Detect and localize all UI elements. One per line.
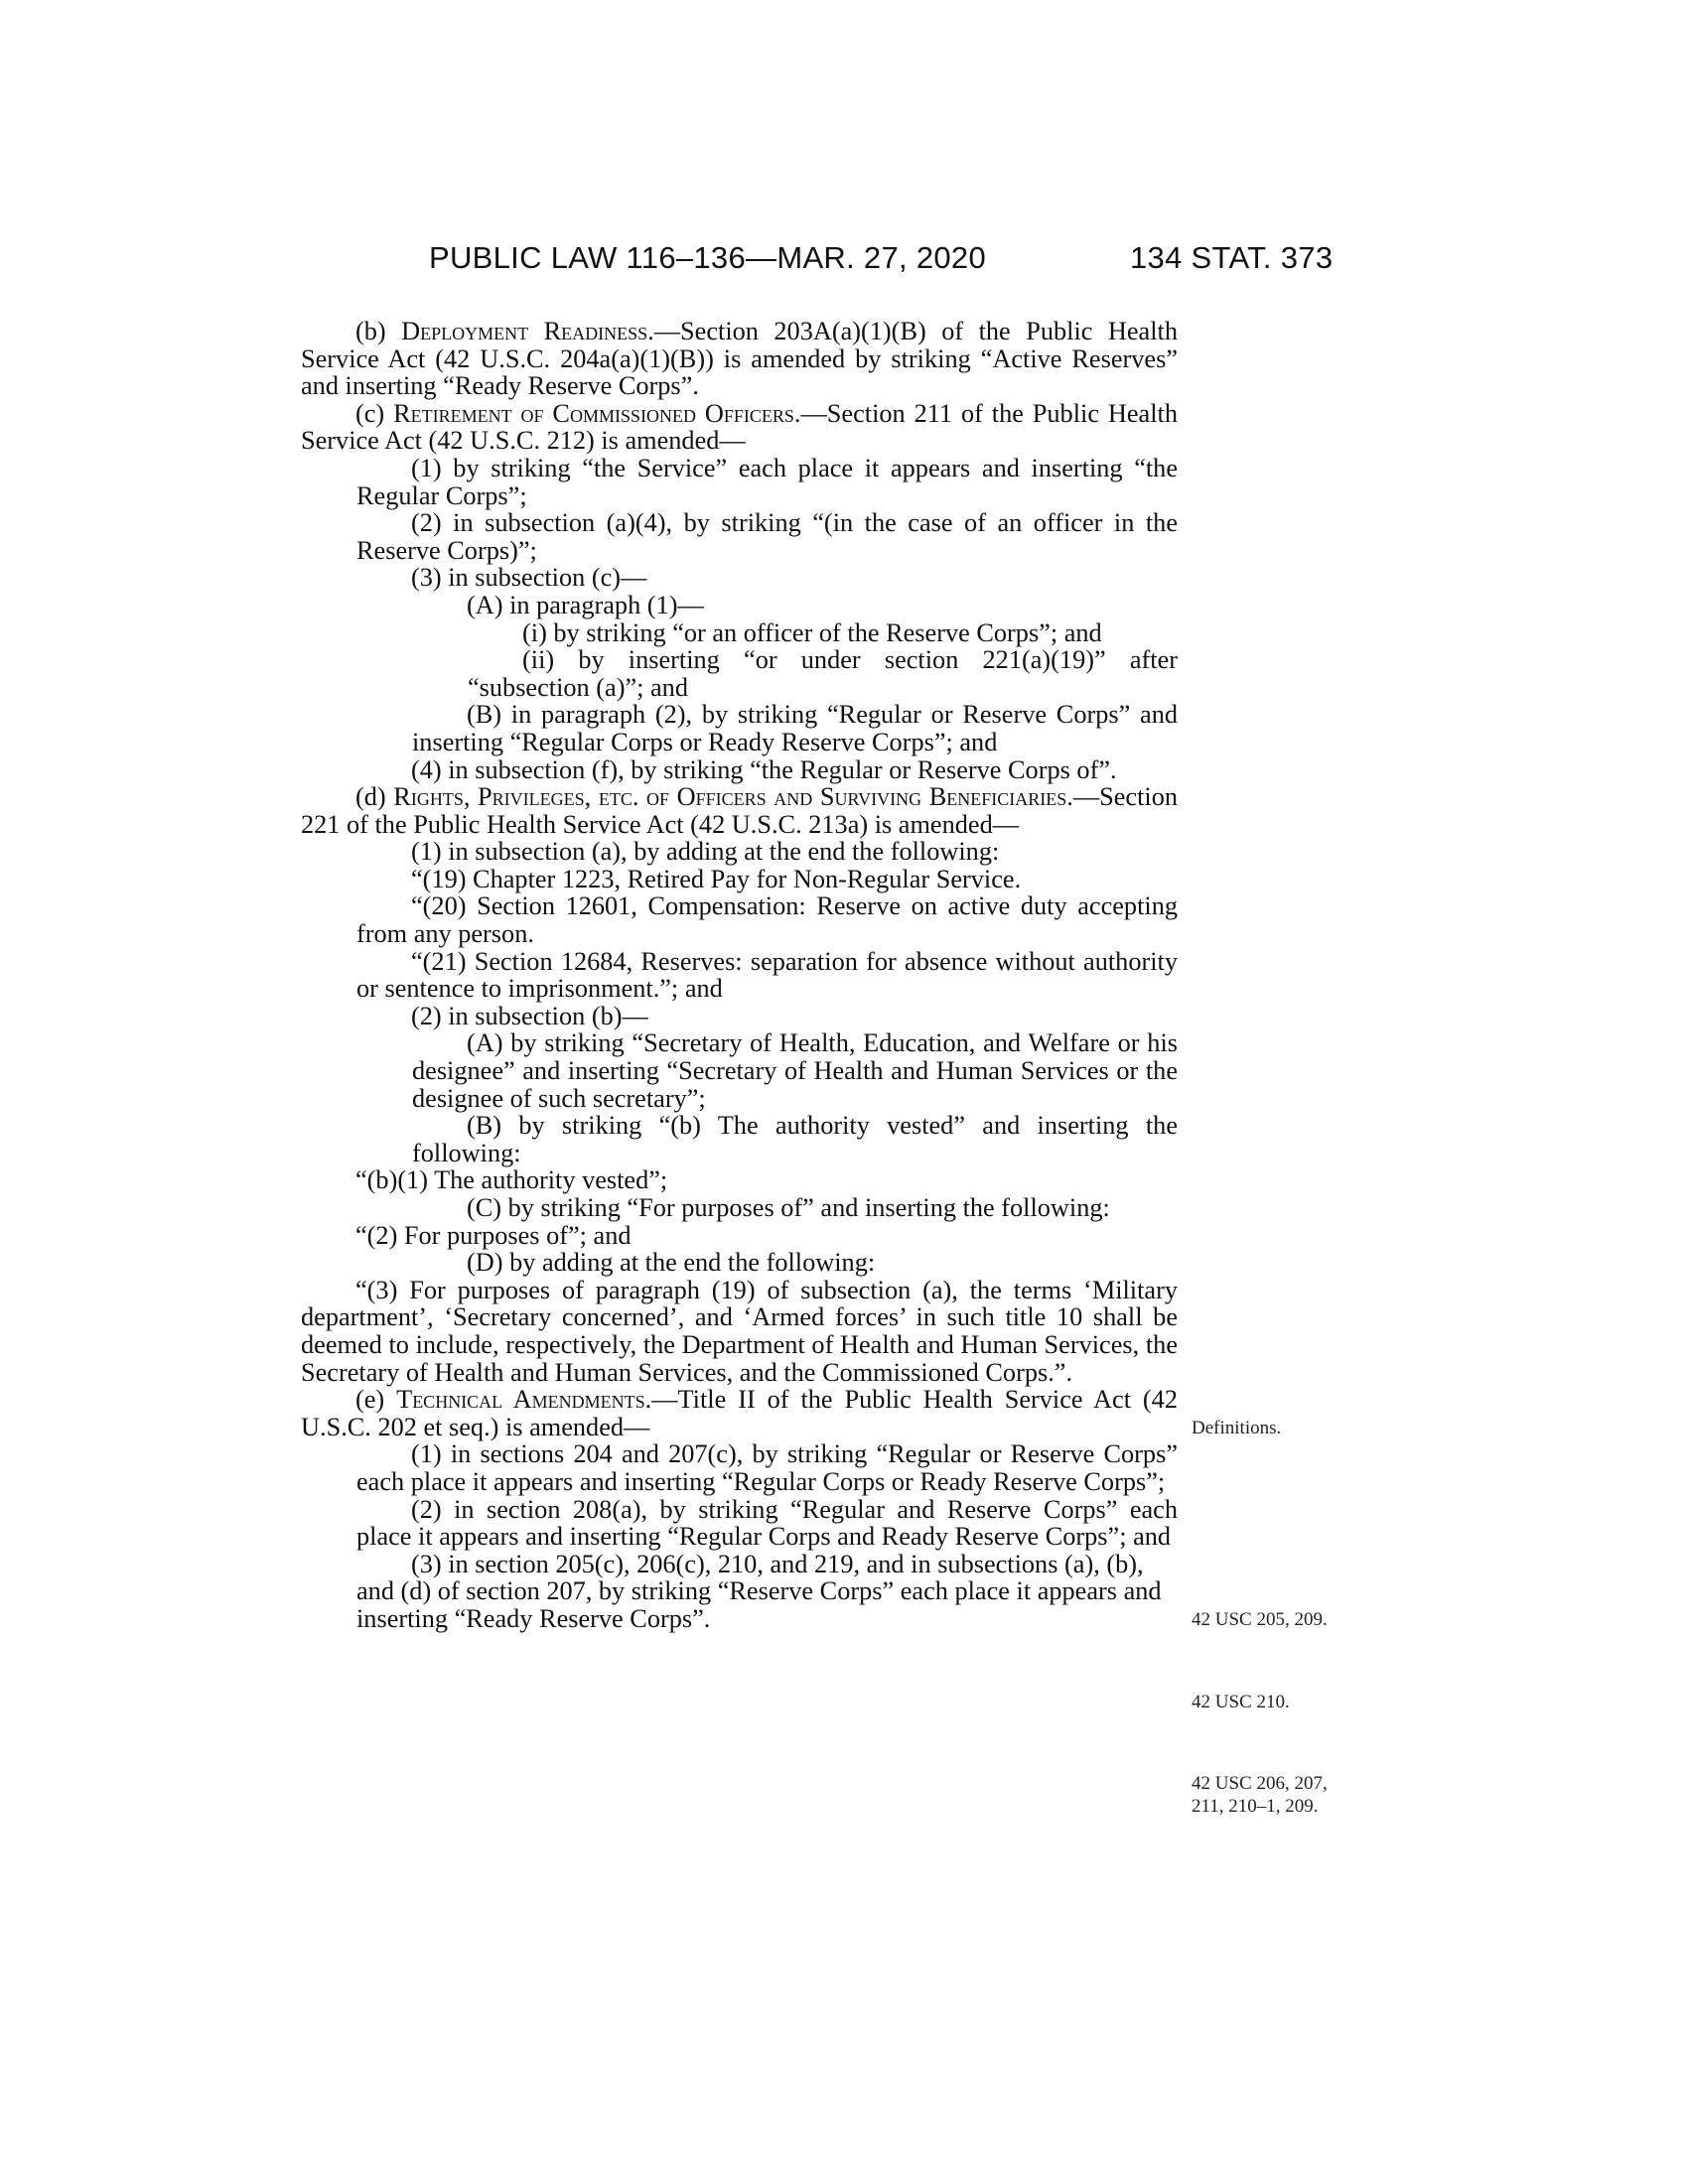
paragraph-c1: (1) by striking “the Service” each place it appears and inserting “the Regular Corps”;: [356, 453, 1178, 510]
statute-body: [301, 318, 1178, 1633]
subparagraph-c3A: (A) in paragraph (1)—: [467, 590, 704, 619]
quoted-paragraph-20: “(20) Section 12601, Compensation: Reserve on active duty accepting from any person.: [356, 891, 1178, 949]
page-header: [0, 240, 1688, 280]
subparagraph-c3B: (B) in paragraph (2), by striking “Regular or Reserve Corps” and inserting “Regular Corps or Ready Reserve Corps”; and: [412, 700, 1178, 756]
paragraph-e1: (1) in sections 204 and 207(c), by striking “Regular or Reserve Corps” each place it appears and inserting “Regular Corps or Ready Reserve Corps”;: [356, 1439, 1178, 1496]
clause-c3Aii: (ii) by inserting “or under section 221(a)(19)” after “subsection (a)”; and: [468, 645, 1178, 702]
subsection-e-text: .—Title II of the Public Health Service Act (42 U.S.C. 202 et seq.) is amended—: [301, 1385, 1178, 1441]
margin-note-42-usc-206-line2: 211, 210–1, 209.: [1192, 1796, 1319, 1817]
running-head: PUBLIC LAW 116–136—MAR. 27, 2020: [429, 240, 986, 275]
subsection-e: (e) Technical Amendments.—Title II of the Public Health Service Act (42 U.S.C. 202 et seq.) is amended—: [301, 1385, 1178, 1441]
quoted-paragraph-19: “(19) Chapter 1223, Retired Pay for Non-Regular Service.: [411, 864, 1022, 893]
subsection-d-heading: Rights, Privileges, etc. of Officers and Surviving Beneficiaries: [393, 782, 1067, 812]
subsection-b: (b) Deployment Readiness.—Section 203A(a)(1)(B) of the Public Health Service Act (42 U.S.C. 204a(a)(1)(B)) is amended by striking “Active Reserves” and inserting “Ready Reserve Corps”.: [301, 317, 1178, 401]
paragraph-c2: (2) in subsection (a)(4), by striking “(in the case of an officer in the Reserve Corps)”;: [356, 508, 1178, 565]
margin-note-definitions: Definitions.: [1192, 1418, 1282, 1438]
paragraph-c4: (4) in subsection (f), by striking “the Regular or Reserve Corps of”.: [411, 754, 1117, 784]
subsection-c: (c) Retirement of Commissioned Officers.—Section 211 of the Public Health Service Act (42 U.S.C. 212) is amended—: [301, 398, 1178, 456]
stat-page-citation: 134 STAT. 373: [1130, 240, 1334, 275]
subparagraph-d2D: (D) by adding at the end the following:: [467, 1248, 876, 1278]
subsection-c-heading: Retirement of Commissioned Officers: [393, 398, 794, 428]
margin-note-42-usc-206: [1192, 1772, 1410, 1818]
margin-note-42-usc-205-209: 42 USC 205, 209.: [1192, 1609, 1328, 1630]
quoted-text-b1: “(b)(1) The authority vested”;: [355, 1165, 668, 1195]
subparagraph-d2A: (A) by striking “Secretary of Health, Education, and Welfare or his designee” and inserting “Secretary of Health and Human Services or the designee of such secretary”;: [412, 1028, 1178, 1113]
subsection-d: (d) Rights, Privileges, etc. of Officers and Surviving Beneficiaries.—Section 221 of the Public Health Service Act (42 U.S.C. 213a) is amended—: [301, 782, 1178, 839]
paragraph-e3: (3) in section 205(c), 206(c), 210, and 219, and in subsections (a), (b), and (d) of section 207, by striking “Reserve Corps” each place it appears and inserting “Ready Reserve Corps”.: [356, 1549, 1162, 1633]
subsection-b-text: .—Section 203A(a)(1)(B) of the Public Health Service Act (42 U.S.C. 204a(a)(1)(B)) is amended by striking “Active Reserves” and inserting “Ready Reserve Corps”.: [301, 317, 1178, 401]
quoted-paragraph-21: “(21) Section 12684, Reserves: separation for absence without authority or sentence to imprisonment.”; and: [356, 946, 1178, 1004]
subsection-e-heading: Technical Amendments: [396, 1385, 645, 1415]
subparagraph-d2B: (B) by striking “(b) The authority vested” and inserting the following:: [412, 1111, 1178, 1167]
quoted-text-2: “(2) For purposes of”; and: [355, 1220, 632, 1250]
subsection-c-text: .—Section 211 of the Public Health Service Act (42 U.S.C. 212) is amended—: [301, 398, 1178, 456]
margin-note-42-usc-206-line1: 42 USC 206, 207,: [1192, 1773, 1328, 1794]
quoted-text-3-definitions: “(3) For purposes of paragraph (19) of subsection (a), the terms ‘Military department’, ‘Secretary concerned’, and ‘Armed forces’ in such title 10 shall be deemed to include, respectively, the Department of Health and Human Services, the Secretary of Health and Human Services, and the Commissioned Corps.”.: [301, 1275, 1178, 1387]
paragraph-d2: (2) in subsection (b)—: [411, 1001, 648, 1030]
paragraph-e2: (2) in section 208(a), by striking “Regular and Reserve Corps” each place it appears and inserting “Regular Corps and Ready Reserve Corps”; and: [356, 1494, 1178, 1552]
subparagraph-d2C: (C) by striking “For purposes of” and inserting the following:: [467, 1193, 1110, 1222]
subsection-d-text: .—Section 221 of the Public Health Service Act (42 U.S.C. 213a) is amended—: [301, 782, 1178, 839]
paragraph-d1: (1) in subsection (a), by adding at the end the following:: [411, 837, 1000, 867]
paragraph-c3: (3) in subsection (c)—: [411, 563, 647, 593]
subsection-b-heading: Deployment Readiness: [401, 317, 648, 345]
margin-note-42-usc-210: 42 USC 210.: [1192, 1692, 1290, 1712]
clause-c3Ai: (i) by striking “or an officer of the Reserve Corps”; and: [522, 617, 1102, 647]
